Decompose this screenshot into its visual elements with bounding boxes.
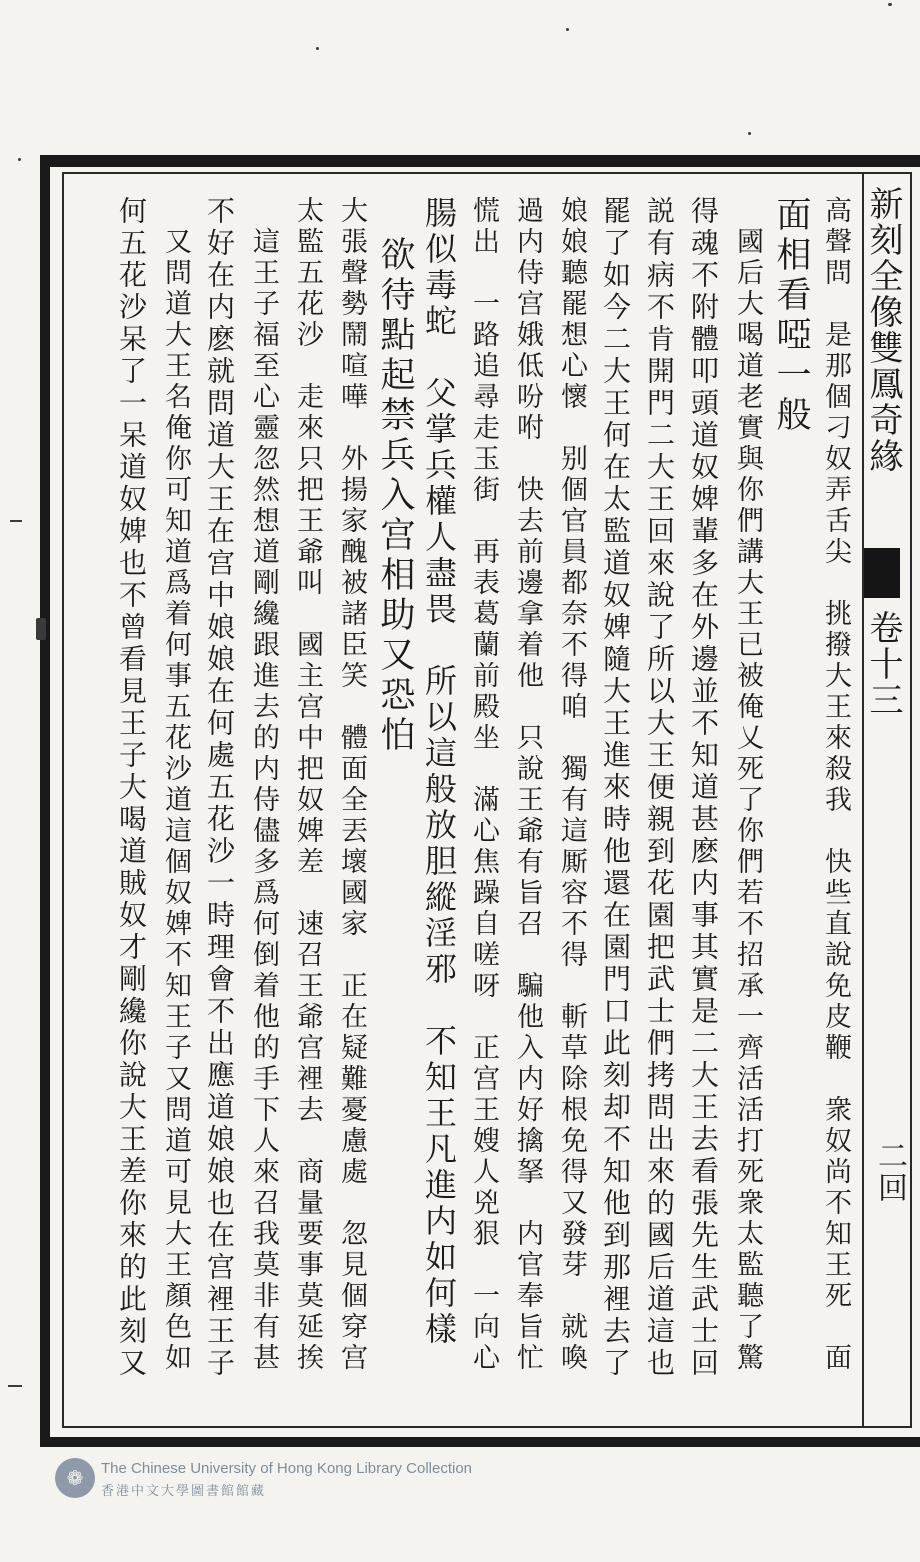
text-column: 不好在内麽就問道大王在宫中娘娘在何處五花沙一時理會不出應道娘娘也在宫裡王子 <box>203 196 236 1380</box>
cuhk-logo-icon: ❁ <box>55 1458 95 1498</box>
book-title-margin: 新刻全像雙鳳奇緣 <box>863 186 903 474</box>
text-column: 罷了如今二大王何在太監道奴婢隨大王進來時他還在園門口此刻却不知他到那裡去了 <box>599 196 632 1380</box>
volume-label-margin: 卷十三 <box>863 610 903 718</box>
text-column: 又問道大王名俺你可知道爲着何事五花沙道這個奴婢不知王子又問道可見大王顏色如 <box>160 196 191 1374</box>
text-column: 這王子福至心靈忽然想道剛纔跟進去的内侍儘多爲何倒着他的手下人來召我莫非有甚 <box>248 196 279 1374</box>
text-column: 得魂不附體叩頭道奴婢輩多在外邊並不知道甚麽内事其實是二大王去看張先生武士回 <box>687 196 720 1380</box>
page-number-margin: 二回 <box>872 1140 907 1204</box>
text-column: 太監五花沙 走來只把王爺叫 國主宫中把奴婢差 速召王爺宫裡去 商量要事莫延挨 <box>292 196 323 1374</box>
text-column: 欲待點起禁兵入宫相助又恐怕 <box>375 196 415 756</box>
text-column: 大張聲勢鬧喧嘩 外揚家醜被諸臣笑 體面全丟壞國家 正在疑難憂慮處 忽見個穿宫 <box>336 196 367 1374</box>
text-column: 慌出 一路追尋走玉街 再表葛蘭前殿坐 滿心焦躁自嗟呀 正宫王嫂人兇狠 一向心 <box>468 196 499 1374</box>
text-column: 過内侍宫娥低吩咐 快去前邊拿着他 只說王爺有旨召 騙他入内好擒拏 内官奉旨忙 <box>512 196 543 1374</box>
fish-tail-mark <box>864 548 900 598</box>
text-column: 説有病不肯開門二大王回來說了所以大王便親到花園把武士們拷問出來的國后道這也 <box>643 196 676 1380</box>
watermark-english: The Chinese University of Hong Kong Library Collection <box>101 1460 473 1477</box>
library-watermark <box>55 1456 535 1506</box>
text-column: 何五花沙呆了一呆道奴婢也不曾看見王子大喝道賊奴才剛纔你說大王差你來的此刻又 <box>115 196 148 1380</box>
text-column: 國后大喝道老實與你們講大王已被俺乂死了你們若不招承一齊活活打死衆太監聽了驚 <box>732 196 763 1374</box>
text-column: 高聲問 是那個刁奴弄舌尖 挑撥大王來殺我 快些直說免皮鞭 衆奴尚不知王死 面 <box>820 196 851 1374</box>
watermark-chinese: 香港中文大學圖書館館藏 <box>101 1484 267 1499</box>
text-column: 腸似毒蛇 父掌兵權人盡畏 所以這般放胆縱淫邪 不知王凡進内如何樣 <box>420 196 458 1348</box>
text-column: 面相看啞一般 <box>771 196 811 436</box>
text-column: 娘娘聽罷想心懷 别個官員都奈不得咱 獨有這厮容不得 斬草除根免得又發芽 就喚 <box>556 196 587 1374</box>
